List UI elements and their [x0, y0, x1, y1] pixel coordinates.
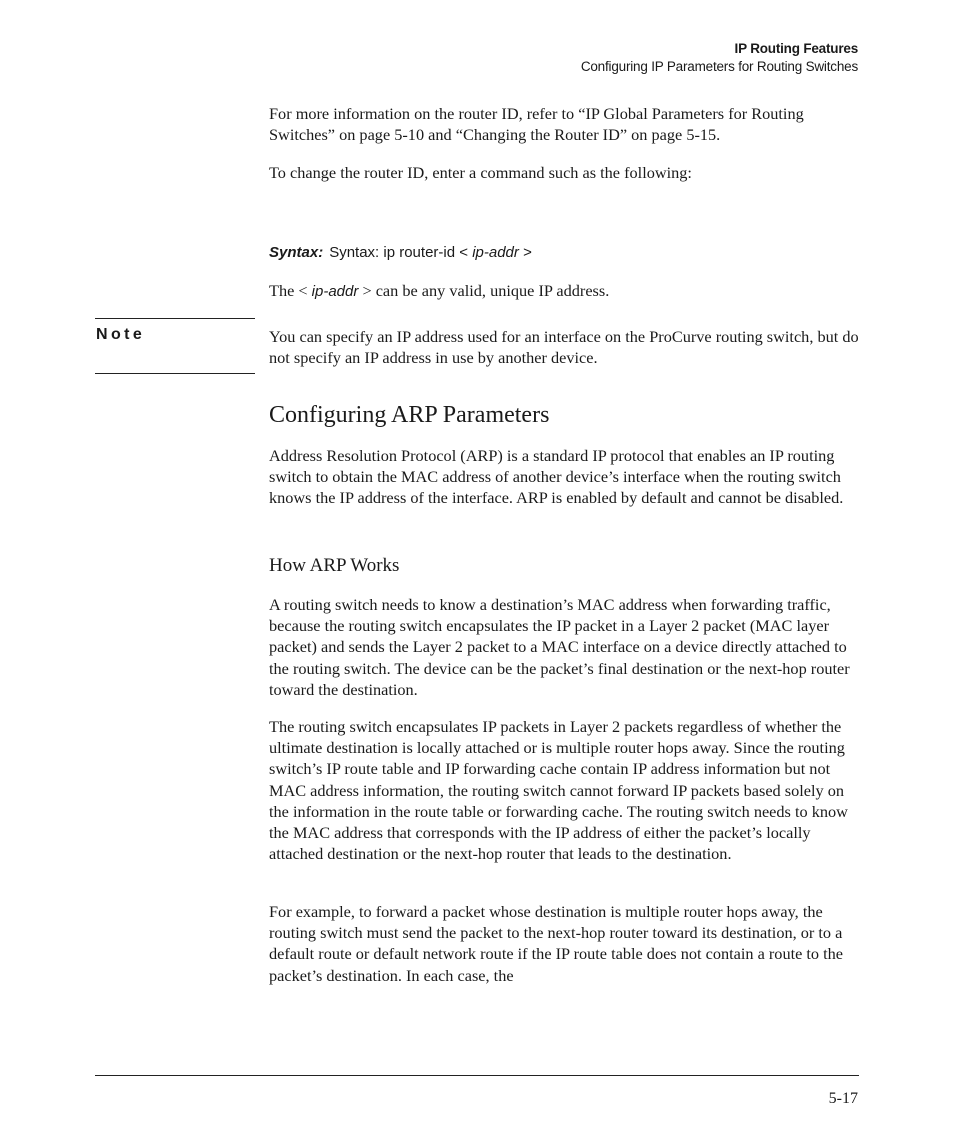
how-arp-paragraph-1: A routing switch needs to know a destination’s MAC address when forwarding traffic, because the routing switch encapsulates the IP packet in a Layer 2 packet (MAC layer packet) and sends the Layer 2 packet to a MAC interface on a device directly attached to the routing switch. The device can be the packet’s final destination or the next-hop router toward the destination.: [269, 595, 850, 699]
parameter-description: [269, 280, 859, 302]
section-title: Configuring IP Parameters for Routing Switches: [580, 59, 858, 74]
note-bottom-rule: [95, 373, 255, 374]
how-arp-paragraph-2: The routing switch encapsulates IP packets in Layer 2 packets regardless of whether the ultimate destination is locally attached or is multiple router hops away. Since the routing switch’s IP route table and IP forwarding cache contain IP address information but not MAC address information, the routing switch cannot forward IP packets based solely on the information in the route table or forwarding cache. The routing switch needs to know the MAC address that corresponds with the IP address of either the packet’s locally attached destination or the next-hop router that leads to the destination.: [269, 717, 848, 864]
syntax-command-suffix: >: [523, 244, 532, 261]
syntax-line: [269, 244, 532, 261]
syntax-command-arg: ip-addr: [472, 244, 519, 261]
running-header: [581, 40, 858, 76]
param-suffix: > can be any valid, unique IP address.: [362, 281, 610, 300]
note-text: You can specify an IP address used for an interface on the ProCurve routing switch, but do not specify an IP address in use by another device.: [269, 327, 859, 368]
param-prefix: The <: [269, 281, 308, 300]
subsection-heading-how-arp-works: How ARP Works: [269, 555, 400, 576]
syntax-label: Syntax:: [269, 244, 324, 261]
footer-rule: [95, 1075, 859, 1076]
intro-paragraph-1: For more information on the router ID, refer to “IP Global Parameters for Routing Switches” on page 5-10 and “Changing the Router ID” on page 5-15.: [269, 104, 804, 145]
note-label: Note: [96, 326, 146, 343]
chapter-title: IP Routing Features: [734, 41, 858, 56]
note-top-rule: [95, 318, 255, 319]
arp-paragraph-1: Address Resolution Protocol (ARP) is a standard IP protocol that enables an IP routing switch to obtain the MAC address of another device’s interface when the routing switch knows the IP address of the interface. ARP is enabled by default and cannot be disabled.: [269, 446, 844, 508]
intro-paragraph-2: To change the router ID, enter a command such as the following:: [269, 163, 692, 182]
param-arg: ip-addr: [311, 283, 359, 300]
syntax-command-prefix: Syntax: ip router-id <: [329, 244, 469, 261]
how-arp-paragraph-3: For example, to forward a packet whose destination is multiple router hops away, the routing switch must send the packet to the next-hop router toward its destination, or to a default route or default network route if the IP route table does not contain a route to the packet’s destination. In each case, the: [269, 902, 844, 985]
page-number: 5-17: [828, 1090, 858, 1107]
section-heading-arp: Configuring ARP Parameters: [269, 402, 550, 428]
